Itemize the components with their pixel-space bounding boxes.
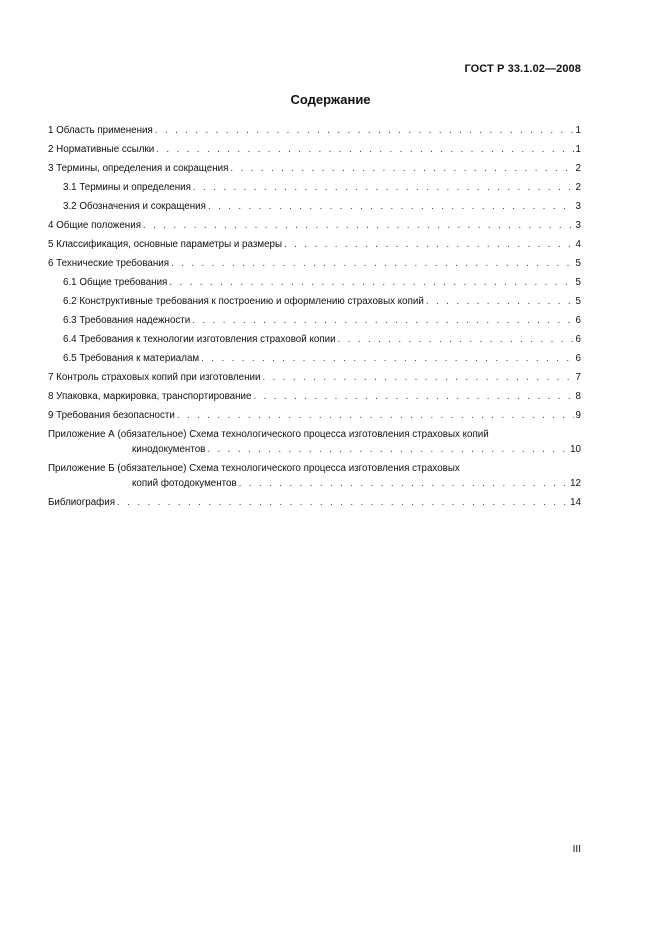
page-number: III xyxy=(572,844,581,855)
toc-entry-label: Приложение Б (обязательное) Схема технологического процесса изготовления страховых xyxy=(48,463,460,474)
toc-entry-page: 10 xyxy=(570,444,581,455)
toc-entry-appendix-b[interactable] xyxy=(48,462,581,496)
toc-entry-page: 2 xyxy=(575,163,581,174)
dot-leader xyxy=(284,238,574,252)
toc-entry-label: 6.5 Требования к материалам xyxy=(63,353,200,364)
toc-entry-9[interactable] xyxy=(48,409,581,428)
toc-entry-label: 6 Технические требования xyxy=(48,258,170,269)
toc-entry-3[interactable] xyxy=(48,162,581,181)
dot-leader xyxy=(239,477,568,491)
toc-entry-continuation xyxy=(48,443,581,462)
toc-entry-6-1[interactable] xyxy=(48,276,581,295)
dot-leader xyxy=(207,443,568,457)
toc-entry-page: 14 xyxy=(570,497,581,508)
toc-entry-5[interactable] xyxy=(48,238,581,257)
toc-entry-label: 7 Контроль страховых копий при изготовлении xyxy=(48,372,261,383)
dot-leader xyxy=(253,390,573,404)
dot-leader xyxy=(155,124,574,138)
toc-entry-6[interactable] xyxy=(48,257,581,276)
toc-entry-label: 1 Область применения xyxy=(48,125,153,136)
toc-entry-label-cont: кинодокументов xyxy=(132,444,206,455)
toc-entry-4[interactable] xyxy=(48,219,581,238)
toc-entry-1[interactable] xyxy=(48,124,581,143)
toc-entry-page: 5 xyxy=(575,296,581,307)
toc-entry-page: 2 xyxy=(575,182,581,193)
toc-entry-page: 3 xyxy=(575,201,581,212)
toc-entry-label: 5 Классификация, основные параметры и размеры xyxy=(48,239,283,250)
toc-entry-label: 6.4 Требования к технологии изготовления страховой копии xyxy=(63,334,336,345)
toc-entry-page: 4 xyxy=(575,239,581,250)
toc-entry-label: 4 Общие положения xyxy=(48,220,141,231)
toc-entry-page: 9 xyxy=(575,410,581,421)
toc-entry-page: 6 xyxy=(575,334,581,345)
toc-entry-bibliography[interactable] xyxy=(48,496,581,515)
dot-leader xyxy=(169,276,573,290)
dot-leader xyxy=(143,219,574,233)
toc-entry-page: 3 xyxy=(575,220,581,231)
toc-entry-page: 8 xyxy=(575,391,581,402)
toc-entry-continuation xyxy=(48,477,581,496)
toc-entry-label: 6.3 Требования надежности xyxy=(63,315,191,326)
toc-entry-label: 3.1 Термины и определения xyxy=(63,182,191,193)
dot-leader xyxy=(171,257,573,271)
dot-leader xyxy=(262,371,573,385)
dot-leader xyxy=(193,181,574,195)
toc-entry-6-4[interactable] xyxy=(48,333,581,352)
toc-entry-page: 6 xyxy=(575,353,581,364)
table-of-contents xyxy=(48,124,581,515)
toc-entry-7[interactable] xyxy=(48,371,581,390)
toc-entry-page: 1 xyxy=(575,125,581,136)
dot-leader xyxy=(156,143,573,157)
toc-entry-6-5[interactable] xyxy=(48,352,581,371)
toc-entry-page: 5 xyxy=(575,277,581,288)
toc-entry-3-2[interactable] xyxy=(48,200,581,219)
dot-leader xyxy=(208,200,574,214)
toc-entry-label: 6.1 Общие требования xyxy=(63,277,168,288)
document-code: ГОСТ Р 33.1.02—2008 xyxy=(464,63,581,75)
page-title: Содержание xyxy=(290,92,371,107)
toc-entry-label: 3 Термины, определения и сокращения xyxy=(48,163,229,174)
toc-entry-label: 9 Требования безопасности xyxy=(48,410,175,421)
toc-entry-6-3[interactable] xyxy=(48,314,581,333)
toc-entry-page: 5 xyxy=(575,258,581,269)
toc-entry-label-cont: копий фотодокументов xyxy=(132,478,237,489)
dot-leader xyxy=(230,162,573,176)
toc-entry-3-1[interactable] xyxy=(48,181,581,200)
toc-entry-6-2[interactable] xyxy=(48,295,581,314)
dot-leader xyxy=(117,496,568,510)
dot-leader xyxy=(192,314,573,328)
toc-entry-label: 2 Нормативные ссылки xyxy=(48,144,155,155)
dot-leader xyxy=(426,295,574,309)
dot-leader xyxy=(201,352,573,366)
toc-entry-label: 8 Упаковка, маркировка, транспортирование xyxy=(48,391,252,402)
toc-entry-appendix-a[interactable] xyxy=(48,428,581,462)
toc-entry-page: 1 xyxy=(575,144,581,155)
toc-entry-page: 7 xyxy=(575,372,581,383)
toc-entry-label: Приложение А (обязательное) Схема технологического процесса изготовления страховых копий xyxy=(48,429,489,440)
toc-entry-label: 3.2 Обозначения и сокращения xyxy=(63,201,206,212)
toc-entry-label: 6.2 Конструктивные требования к построению и оформлению страховых копий xyxy=(63,296,424,307)
toc-entry-8[interactable] xyxy=(48,390,581,409)
dot-leader xyxy=(338,333,574,347)
toc-entry-2[interactable] xyxy=(48,143,581,162)
toc-entry-label: Библиография xyxy=(48,497,116,508)
toc-entry-page: 12 xyxy=(570,478,581,489)
dot-leader xyxy=(177,409,574,423)
toc-entry-page: 6 xyxy=(575,315,581,326)
